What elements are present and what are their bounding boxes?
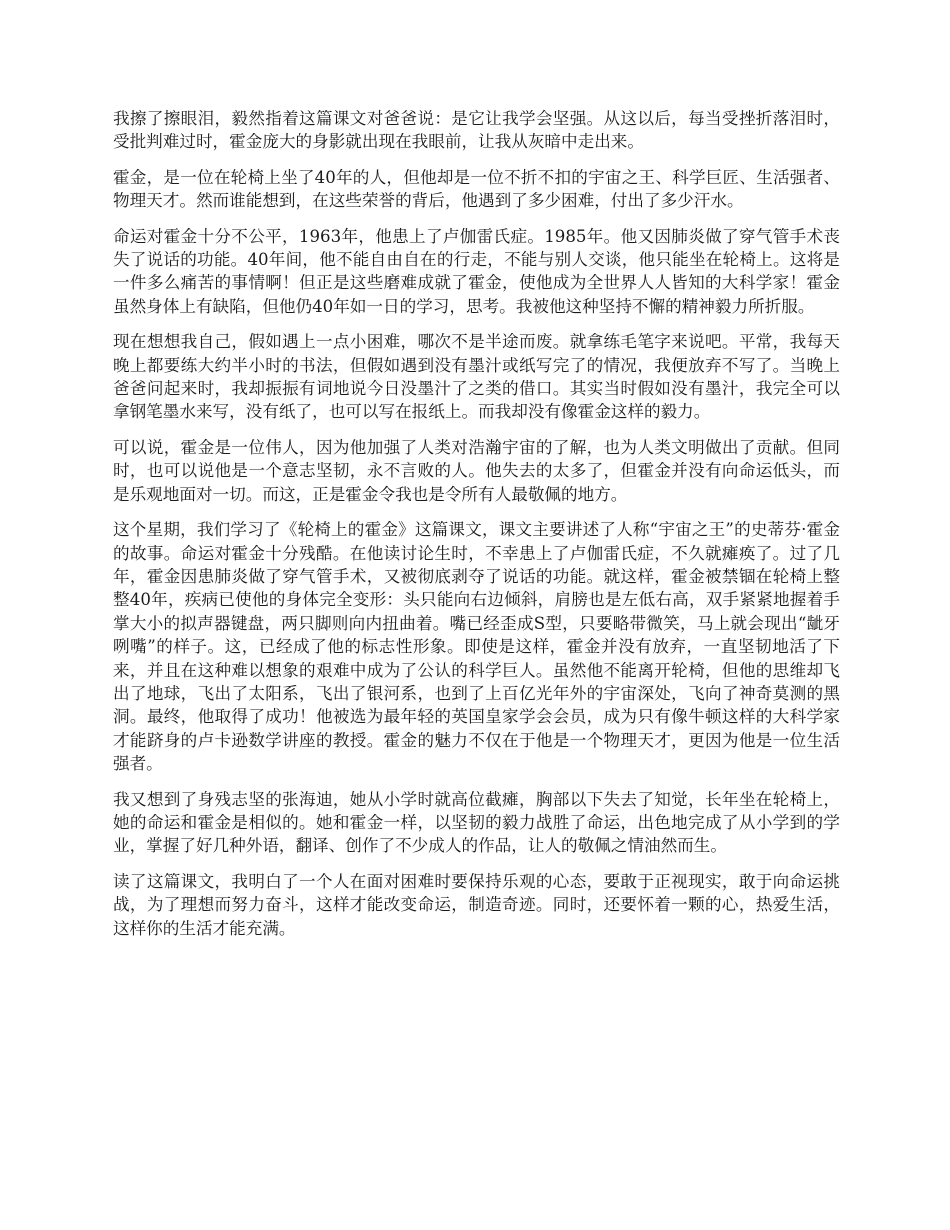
paragraph-5: 可以说，霍金是一位伟人，因为他加强了人类对浩瀚宇宙的了解，也为人类文明做出了贡献。但同时，也可以说他是一个意志坚韧，永不言败的人。他失去的太多了，但霍金并没有向命运低头，而是乐观地面对一切。而这，正是霍金令我也是令所有人最敬佩的地方。 bbox=[113, 437, 840, 504]
paragraph-3: 命运对霍金十分不公平，1963年，他患上了卢伽雷氏症。1985年。他又因肺炎做了穿气管手术丧失了说话的功能。40年间，他不能自由自在的行走，不能与别人交谈，他只能坐在轮椅上。这将是一件多么痛苦的事情啊！但正是这些磨难成就了霍金，使他成为全世界人人皆知的大科学家！霍金虽然身体上有缺陷，但他仍40年如一日的学习，思考。我被他这种坚持不懈的精神毅力所折服。 bbox=[113, 226, 840, 316]
document-body bbox=[113, 107, 840, 952]
paragraph-1: 我擦了擦眼泪，毅然指着这篇课文对爸爸说：是它让我学会坚强。从这以后，每当受挫折落泪时，受批判难过时，霍金庞大的身影就出现在我眼前，让我从灰暗中走出来。 bbox=[113, 109, 840, 152]
paragraph-7: 我又想到了身残志坚的张海迪，她从小学时就高位截瘫，胸部以下失去了知觉，长年坐在轮椅上，她的命运和霍金是相似的。她和霍金一样，以坚韧的毅力战胜了命运，出色地完成了从小学到的学业，掌握了好几种外语，翻译、创作了不少成人的作品，让人的敬佩之情油然而生。 bbox=[113, 789, 840, 856]
paragraph-8: 读了这篇课文，我明白了一个人在面对困难时要保持乐观的心态，要敢于正视现实，敢于向命运挑战，为了理想而努力奋斗，这样才能改变命运，制造奇迹。同时，还要怀着一颗的心，热爱生活，这样你的生活才能充满。 bbox=[113, 871, 840, 938]
paragraph-6: 这个星期，我们学习了《轮椅上的霍金》这篇课文，课文主要讲述了人称“宇宙之王”的史蒂芬·霍金的故事。命运对霍金十分残酷。在他读讨论生时，不幸患上了卢伽雷氏症，不久就瘫痪了。过了几年，霍金因患肺炎做了穿气管手术，又被彻底剥夺了说话的功能。就这样，霍金被禁锢在轮椅上整整40年，疾病已使他的身体完全变形：头只能向右边倾斜，肩膀也是左低右高，双手紧紧地握着手掌大小的拟声器键盘，两只脚则向内扭曲着。嘴已经歪成S型，只要略带微笑，马上就会现出“龇牙咧嘴”的样子。这，已经成了他的标志性形象。即使是这样，霍金并没有放弃，一直坚韧地活了下来，并且在这种难以想象的艰难中成为了公认的科学巨人。虽然他不能离开轮椅，但他的思维却飞出了地球，飞出了太阳系，飞出了银河系，也到了上百亿光年外的宇宙深处，飞向了神奇莫测的黑洞。最终，他取得了成功！他被选为最年轻的英国皇家学会会员，成为只有像牛顿这样的大科学家才能跻身的卢卡逊数学讲座的教授。霍金的魅力不仅在于他是一个物理天才，更因为他是一位生活强者。 bbox=[113, 520, 840, 774]
paragraph-2: 霍金，是一位在轮椅上坐了40年的人，但他却是一位不折不扣的宇宙之王、科学巨匠、生活强者、物理天才。然而谁能想到，在这些荣誉的背后，他遇到了多少困难，付出了多少汗水。 bbox=[113, 167, 840, 211]
paragraph-4: 现在想想我自己，假如遇上一点小困难，哪次不是半途而废。就拿练毛笔字来说吧。平常，我每天晚上都要练大约半小时的书法，但假如遇到没有墨汁或纸写完了的情况，我便放弃不写了。当晚上爸爸问起来时，我却振振有词地说今日没墨汁了之类的借口。其实当时假如没有墨汁，我完全可以拿钢笔墨水来写，没有纸了，也可以写在报纸上。而我却没有像霍金这样的毅力。 bbox=[113, 332, 840, 422]
